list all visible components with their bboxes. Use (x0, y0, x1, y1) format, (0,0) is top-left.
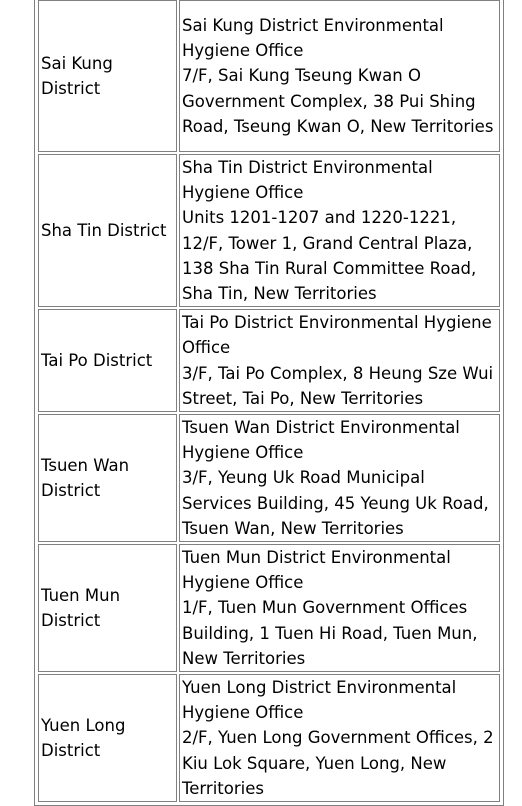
office-cell (179, 154, 500, 307)
office-address: 7/F, Sai Kung Tseung Kwan O Government Complex, 38 Pui Shing Road, Tseung Kwan O, New Territories (182, 66, 494, 136)
office-address: 3/F, Tai Po Complex, 8 Heung Sze Wui Street, Tai Po, New Territories (182, 363, 494, 408)
district-cell: Yuen Long District (38, 674, 177, 802)
office-address: 1/F, Tuen Mun Government Offices Building, 1 Tuen Hi Road, Tuen Mun, New Territories (182, 598, 478, 668)
office-cell (179, 309, 500, 412)
table-row (38, 674, 500, 802)
office-cell (179, 414, 500, 542)
district-cell: Tuen Mun District (38, 544, 177, 672)
district-offices-table-wrapper (34, 0, 504, 806)
table-row (38, 544, 500, 672)
district-cell: Sha Tin District (38, 154, 177, 307)
office-name: Tsuen Wan District Environmental Hygiene Office (182, 418, 460, 463)
table-row (38, 154, 500, 307)
office-cell (179, 544, 500, 672)
office-address: 2/F, Yuen Long Government Offices, 2 Kiu Lok Square, Yuen Long, New Territories (182, 728, 494, 798)
table-row (38, 414, 500, 542)
office-name: Sha Tin District Environmental Hygiene Office (182, 158, 433, 203)
office-cell (179, 0, 500, 152)
office-name: Tuen Mun District Environmental Hygiene Office (182, 548, 451, 593)
district-cell: Sai Kung District (38, 0, 177, 152)
table-row (38, 0, 500, 152)
office-cell (179, 674, 500, 802)
office-name: Sai Kung District Environmental Hygiene Office (182, 15, 444, 61)
district-offices-table (36, 0, 502, 804)
office-address: 3/F, Yeung Uk Road Municipal Services Building, 45 Yeung Uk Road, Tsuen Wan, New Territories (182, 468, 489, 538)
district-cell: Tsuen Wan District (38, 414, 177, 542)
office-name: Yuen Long District Environmental Hygiene Office (182, 678, 457, 723)
district-cell: Tai Po District (38, 309, 177, 412)
table-row (38, 309, 500, 412)
office-address: Units 1201-1207 and 1220-1221, 12/F, Tower 1, Grand Central Plaza, 138 Sha Tin Rural Committee Road, Sha Tin, New Territories (182, 208, 477, 304)
office-name: Tai Po District Environmental Hygiene Office (182, 313, 492, 358)
